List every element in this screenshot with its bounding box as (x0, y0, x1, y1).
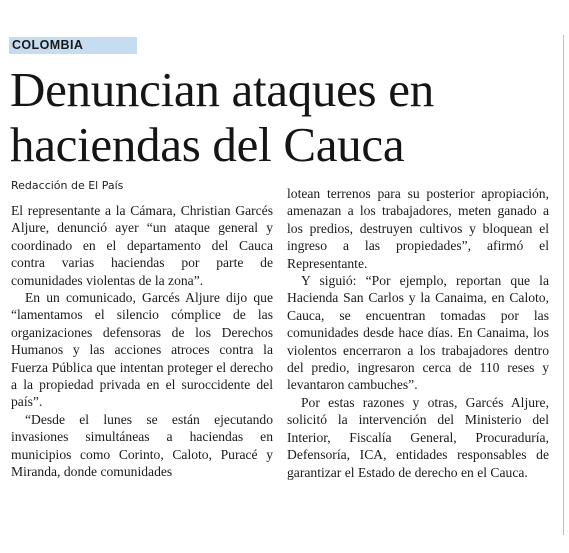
paragraph: Por estas razones y otras, Garcés Aljure, solicitó la intervención del Ministerio del Interior, Fiscalía General, Procuraduría, Defensoría, ICA, entidades responsables de garantizar el Estado de derecho en el Cauca. (287, 394, 549, 480)
section-label: COLOMBIA (9, 37, 137, 54)
paragraph: “Desde el lunes se están ejecutando invasiones simultáneas a haciendas en municipios como Corinto, Caloto, Puracé y Miranda, donde comunidades (11, 411, 273, 480)
headline: Denuncian ataques en haciendas del Cauca (10, 62, 434, 172)
paragraph: lotean terrenos para su posterior apropiación, amenazan a los trabajadores, meten ganado a los predios, destruyen cultivos y bloquean el ingreso a las propiedades”, afirmó el Representante. (287, 186, 549, 271)
paragraph: Y siguió: “Por ejemplo, reportan que la Hacienda San Carlos y la Canaima, en Caloto, Cauca, se encuentran tomadas por las comunidades desde hace días. En Canaima, los violentos encerraron a los trabajadores dentro del predio, ingresaron cerca de 110 reses y levantaron cambuches”. (287, 273, 549, 393)
article-column-left (11, 202, 273, 481)
paragraph: En un comunicado, Garcés Aljure dijo que “lamentamos el silencio cómplice de las organizaciones defensoras de los Derechos Humanos y las acciones atroces contra la Fuerza Pública que intentan proteger el derecho a la propiedad privada en el suroccidente del país”. (11, 290, 273, 410)
byline: Redacción de El País (11, 179, 124, 192)
article-column-right (287, 185, 549, 481)
column-divider (563, 35, 564, 535)
paragraph: El representante a la Cámara, Christian Garcés Aljure, denunció ayer “un ataque general y coordinado en el departamento del Cauca contra varias haciendas por parte de comunidades violentas de la zona”. (11, 203, 273, 288)
